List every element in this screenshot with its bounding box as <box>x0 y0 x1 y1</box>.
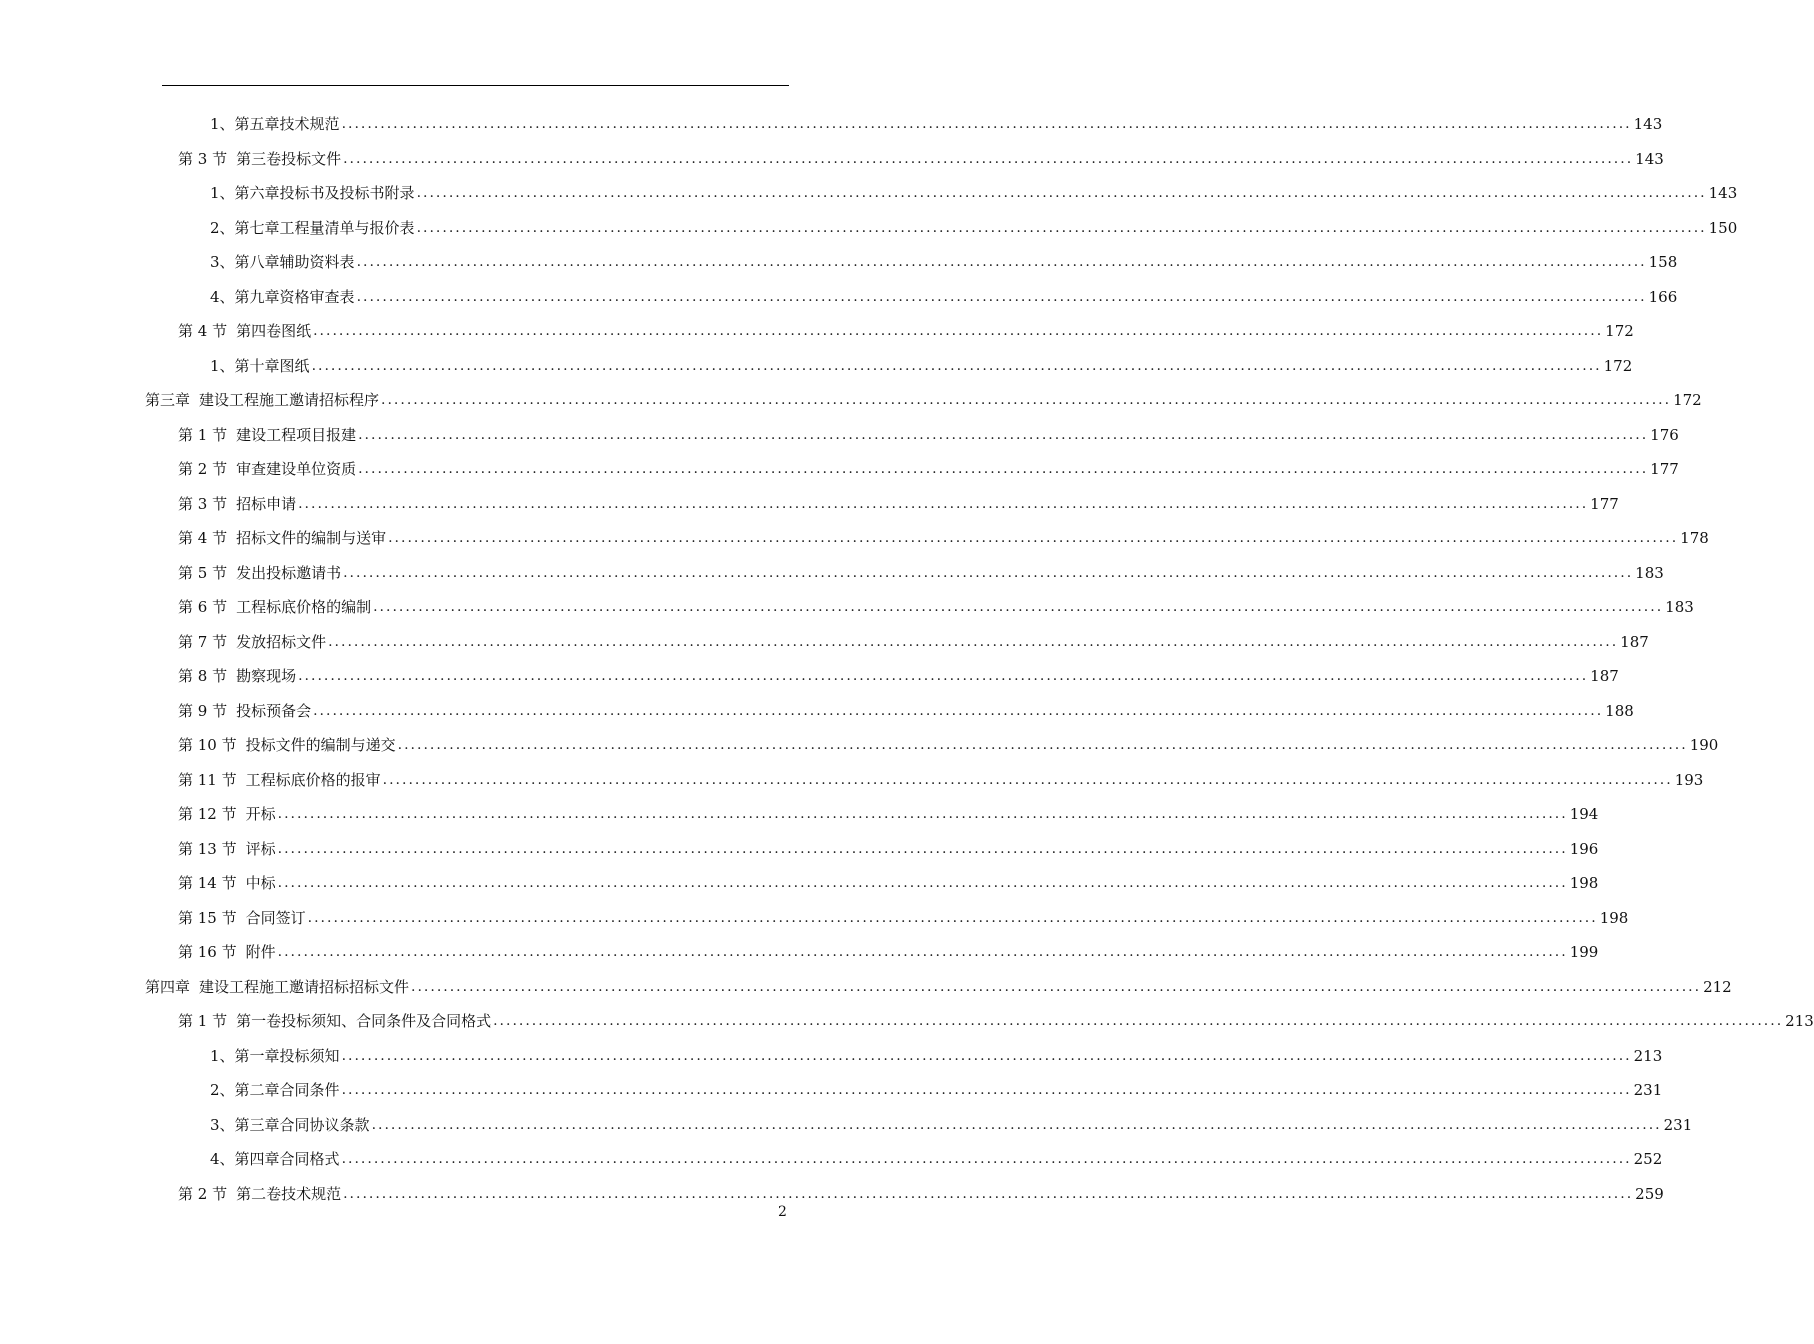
toc-entry[interactable] <box>210 107 1663 141</box>
toc-entry-page: 213 <box>1785 1012 1814 1030</box>
toc-entry-title: 工程标底价格的编制 <box>236 598 372 616</box>
toc-entry-title: 发放招标文件 <box>236 632 327 651</box>
toc-entry[interactable] <box>210 176 1738 210</box>
toc-dot-leader: ........................................................................................................................................................................................................ <box>358 461 1649 477</box>
toc-entry-number: 第三章 <box>145 391 191 409</box>
toc-dot-leader: ........................................................................................................................................................................................................ <box>341 116 1632 132</box>
toc-entry-page: 178 <box>1680 529 1709 547</box>
toc-entry-page: 187 <box>1620 632 1649 651</box>
toc-entry-title: 第一章投标须知 <box>234 1046 340 1065</box>
toc-entry-title: 招标申请 <box>236 494 297 513</box>
toc-entry-page: 177 <box>1650 460 1679 478</box>
toc-entry[interactable] <box>178 935 1599 969</box>
toc-entry-page: 166 <box>1648 287 1678 306</box>
toc-entry-page: 252 <box>1633 1150 1663 1168</box>
toc-dot-leader: ........................................................................................................................................................................................................ <box>307 909 1598 926</box>
header-rule <box>162 85 789 86</box>
toc-dot-leader: ........................................................................................................................................................................................................ <box>313 702 1604 719</box>
toc-entry-number: 1、 <box>210 184 235 202</box>
toc-entry[interactable] <box>178 659 1619 693</box>
toc-dot-leader: ........................................................................................................................................................................................................ <box>358 426 1649 443</box>
toc-entry-page: 187 <box>1590 667 1619 685</box>
toc-entry[interactable] <box>178 314 1634 348</box>
toc-dot-leader: ........................................................................................................................................................................................................ <box>277 944 1568 960</box>
toc-entry-number: 1、 <box>210 1046 235 1065</box>
toc-entry-title: 招标文件的编制与送审 <box>236 529 387 547</box>
toc-entry-number: 第 4 节 <box>178 322 228 340</box>
toc-entry-number: 1、 <box>210 356 235 375</box>
toc-entry-page: 183 <box>1635 563 1664 582</box>
toc-entry[interactable] <box>178 866 1599 900</box>
toc-entry[interactable] <box>210 349 1633 383</box>
toc-entry-page: 198 <box>1569 874 1599 892</box>
toc-dot-leader: ........................................................................................................................................................................................................ <box>341 1082 1632 1098</box>
toc-entry-title: 第四章合同格式 <box>234 1150 340 1168</box>
toc-entry-title: 合同签订 <box>245 908 306 927</box>
toc-dot-leader: ........................................................................................................................................................................................................ <box>277 806 1568 822</box>
toc-entry[interactable] <box>178 694 1634 728</box>
toc-dot-leader: ........................................................................................................................................................................................................ <box>313 323 1604 339</box>
toc-dot-leader: ........................................................................................................................................................................................................ <box>382 771 1673 788</box>
toc-entry-number: 第 9 节 <box>178 701 228 720</box>
toc-entry-title: 第七章工程量清单与报价表 <box>234 218 415 237</box>
toc-entry-page: 183 <box>1665 598 1694 616</box>
toc-dot-leader: ........................................................................................................................................................................................................ <box>341 1047 1632 1064</box>
toc-entry-title: 第二卷技术规范 <box>236 1184 342 1203</box>
toc-entry-number: 第 16 节 <box>178 943 237 961</box>
toc-entry-page: 172 <box>1605 322 1634 340</box>
toc-entry[interactable] <box>178 1177 1664 1211</box>
toc-dot-leader: ........................................................................................................................................................................................................ <box>343 150 1634 167</box>
toc-entry-page: 177 <box>1590 494 1619 513</box>
toc-entry-title: 工程标底价格的报审 <box>245 770 381 789</box>
toc-entry-page: 198 <box>1599 908 1629 927</box>
toc-entry[interactable] <box>178 590 1694 624</box>
toc-entry-title: 第五章技术规范 <box>234 115 340 133</box>
toc-entry-page: 190 <box>1689 736 1719 754</box>
toc-entry-page: 213 <box>1633 1046 1663 1065</box>
toc-dot-leader: ........................................................................................................................................................................................................ <box>343 1185 1634 1202</box>
toc-entry[interactable] <box>178 832 1599 866</box>
toc-entry-title: 第三章合同协议条款 <box>234 1115 370 1134</box>
toc-entry[interactable] <box>178 797 1599 831</box>
toc-dot-leader: ........................................................................................................................................................................................................ <box>416 219 1707 236</box>
toc-entry[interactable] <box>210 211 1738 245</box>
toc-entry-number: 第 5 节 <box>178 563 228 582</box>
toc-dot-leader: ........................................................................................................................................................................................................ <box>343 564 1634 581</box>
toc-dot-leader: ........................................................................................................................................................................................................ <box>371 1116 1662 1133</box>
toc-entry-title: 第九章资格审查表 <box>234 287 355 306</box>
toc-entry-number: 第 3 节 <box>178 149 228 168</box>
toc-entry-number: 第 6 节 <box>178 598 228 616</box>
toc-entry-title: 第一卷投标须知、合同条件及合同格式 <box>236 1012 492 1030</box>
toc-dot-leader: ........................................................................................................................................................................................................ <box>411 978 1702 995</box>
toc-entry-number: 第 1 节 <box>178 1012 228 1030</box>
toc-entry-title: 中标 <box>245 874 276 892</box>
toc-entry-title: 第三卷投标文件 <box>236 149 342 168</box>
toc-entry-number: 3、 <box>210 253 235 271</box>
toc-dot-leader: ........................................................................................................................................................................................................ <box>277 840 1568 857</box>
toc-dot-leader: ........................................................................................................................................................................................................ <box>277 875 1568 891</box>
toc-dot-leader: ........................................................................................................................................................................................................ <box>341 1151 1632 1167</box>
toc-entry-number: 2、 <box>210 218 235 237</box>
toc-entry-number: 第 13 节 <box>178 839 237 858</box>
toc-entry-page: 193 <box>1674 770 1704 789</box>
toc-entry-title: 投标文件的编制与递交 <box>245 736 396 754</box>
toc-entry-number: 1、 <box>210 115 235 133</box>
toc-dot-leader: ........................................................................................................................................................................................................ <box>388 530 1679 546</box>
toc-entry-page: 150 <box>1708 218 1738 237</box>
toc-dot-leader: ........................................................................................................................................................................................................ <box>373 599 1664 615</box>
toc-entry[interactable] <box>178 1004 1814 1038</box>
toc-entry-number: 第 8 节 <box>178 667 228 685</box>
toc-entry-number: 第 11 节 <box>178 770 237 789</box>
toc-entry-title: 第八章辅助资料表 <box>234 253 355 271</box>
toc-entry-page: 196 <box>1569 839 1599 858</box>
toc-entry-page: 143 <box>1708 184 1738 202</box>
toc-entry-number: 第 3 节 <box>178 494 228 513</box>
toc-entry-page: 143 <box>1633 115 1663 133</box>
toc-entry[interactable] <box>178 452 1679 486</box>
toc-entry-title: 附件 <box>245 943 276 961</box>
toc-entry[interactable] <box>178 418 1679 452</box>
toc-entry[interactable] <box>178 625 1649 659</box>
toc-entry-number: 第 2 节 <box>178 460 228 478</box>
toc-entry[interactable] <box>178 901 1629 935</box>
toc-dot-leader: ........................................................................................................................................................................................................ <box>298 495 1589 512</box>
toc-entry-title: 第二章合同条件 <box>234 1081 340 1099</box>
toc-entry-page: 143 <box>1635 149 1664 168</box>
toc-entry-title: 评标 <box>245 839 276 858</box>
toc-dot-leader: ........................................................................................................................................................................................................ <box>381 392 1672 408</box>
toc-entry-page: 194 <box>1569 805 1599 823</box>
toc-dot-leader: ........................................................................................................................................................................................................ <box>356 254 1647 270</box>
toc-entry-title: 开标 <box>245 805 276 823</box>
toc-entry-title: 投标预备会 <box>236 701 312 720</box>
toc-entry-page: 199 <box>1569 943 1599 961</box>
toc-entry[interactable] <box>178 521 1709 555</box>
toc-entry[interactable] <box>178 142 1664 176</box>
toc-entry[interactable] <box>210 280 1678 314</box>
toc-entry[interactable] <box>210 1142 1663 1176</box>
toc-entry-number: 第 4 节 <box>178 529 228 547</box>
toc-dot-leader: ........................................................................................................................................................................................................ <box>311 357 1602 374</box>
toc-entry-title: 勘察现场 <box>236 667 297 685</box>
toc-entry-page: 259 <box>1635 1184 1664 1203</box>
toc-dot-leader: ........................................................................................................................................................................................................ <box>356 288 1647 305</box>
toc-entry-page: 231 <box>1633 1081 1663 1099</box>
toc-entry-number: 第 7 节 <box>178 632 228 651</box>
toc-entry-number: 3、 <box>210 1115 235 1134</box>
toc-entry[interactable] <box>210 245 1678 279</box>
toc-entry[interactable] <box>145 970 1732 1004</box>
toc-entry-title: 第六章投标书及投标书附录 <box>234 184 415 202</box>
toc-entry-title: 第四卷图纸 <box>236 322 312 340</box>
toc-entry-title: 建设工程项目报建 <box>236 425 357 444</box>
toc-entry[interactable] <box>210 1039 1663 1073</box>
toc-entry[interactable] <box>178 763 1704 797</box>
toc-entry[interactable] <box>178 556 1664 590</box>
toc-entry-page: 188 <box>1605 701 1634 720</box>
toc-dot-leader: ........................................................................................................................................................................................................ <box>328 633 1619 650</box>
toc-entry-page: 172 <box>1673 391 1702 409</box>
toc-entry-number: 第 1 节 <box>178 425 228 444</box>
toc-entry-number: 第 10 节 <box>178 736 237 754</box>
toc-entry-number: 第 15 节 <box>178 908 237 927</box>
toc-entry-number: 4、 <box>210 287 235 306</box>
toc-entry[interactable] <box>210 1108 1693 1142</box>
toc-entry[interactable] <box>210 1073 1663 1107</box>
toc-entry[interactable] <box>178 728 1719 762</box>
toc-entry-page: 172 <box>1603 356 1633 375</box>
toc-entry-title: 第十章图纸 <box>234 356 310 375</box>
toc-entry-number: 2、 <box>210 1081 235 1099</box>
toc-entry[interactable] <box>145 383 1702 417</box>
toc-entry-page: 212 <box>1703 977 1732 996</box>
toc-entry-page: 158 <box>1648 253 1678 271</box>
page-number: 2 <box>778 1204 787 1220</box>
toc-dot-leader: ........................................................................................................................................................................................................ <box>298 668 1589 684</box>
toc-entry-number: 第 14 节 <box>178 874 237 892</box>
toc-entry-page: 176 <box>1650 425 1679 444</box>
toc-entry-number: 第 12 节 <box>178 805 237 823</box>
toc-entry-title: 审查建设单位资质 <box>236 460 357 478</box>
toc-dot-leader: ........................................................................................................................................................................................................ <box>397 737 1688 753</box>
toc-entry-number: 4、 <box>210 1150 235 1168</box>
toc-entry-number: 第四章 <box>145 977 191 996</box>
toc-entry-title: 建设工程施工邀请招标招标文件 <box>199 977 410 996</box>
toc-entry[interactable] <box>178 487 1619 521</box>
toc-dot-leader: ........................................................................................................................................................................................................ <box>493 1013 1784 1029</box>
toc-dot-leader: ........................................................................................................................................................................................................ <box>416 185 1707 201</box>
toc-entry-title: 发出投标邀请书 <box>236 563 342 582</box>
toc-entry-title: 建设工程施工邀请招标程序 <box>199 391 380 409</box>
toc-entry-number: 第 2 节 <box>178 1184 228 1203</box>
toc-entry-page: 231 <box>1663 1115 1693 1134</box>
